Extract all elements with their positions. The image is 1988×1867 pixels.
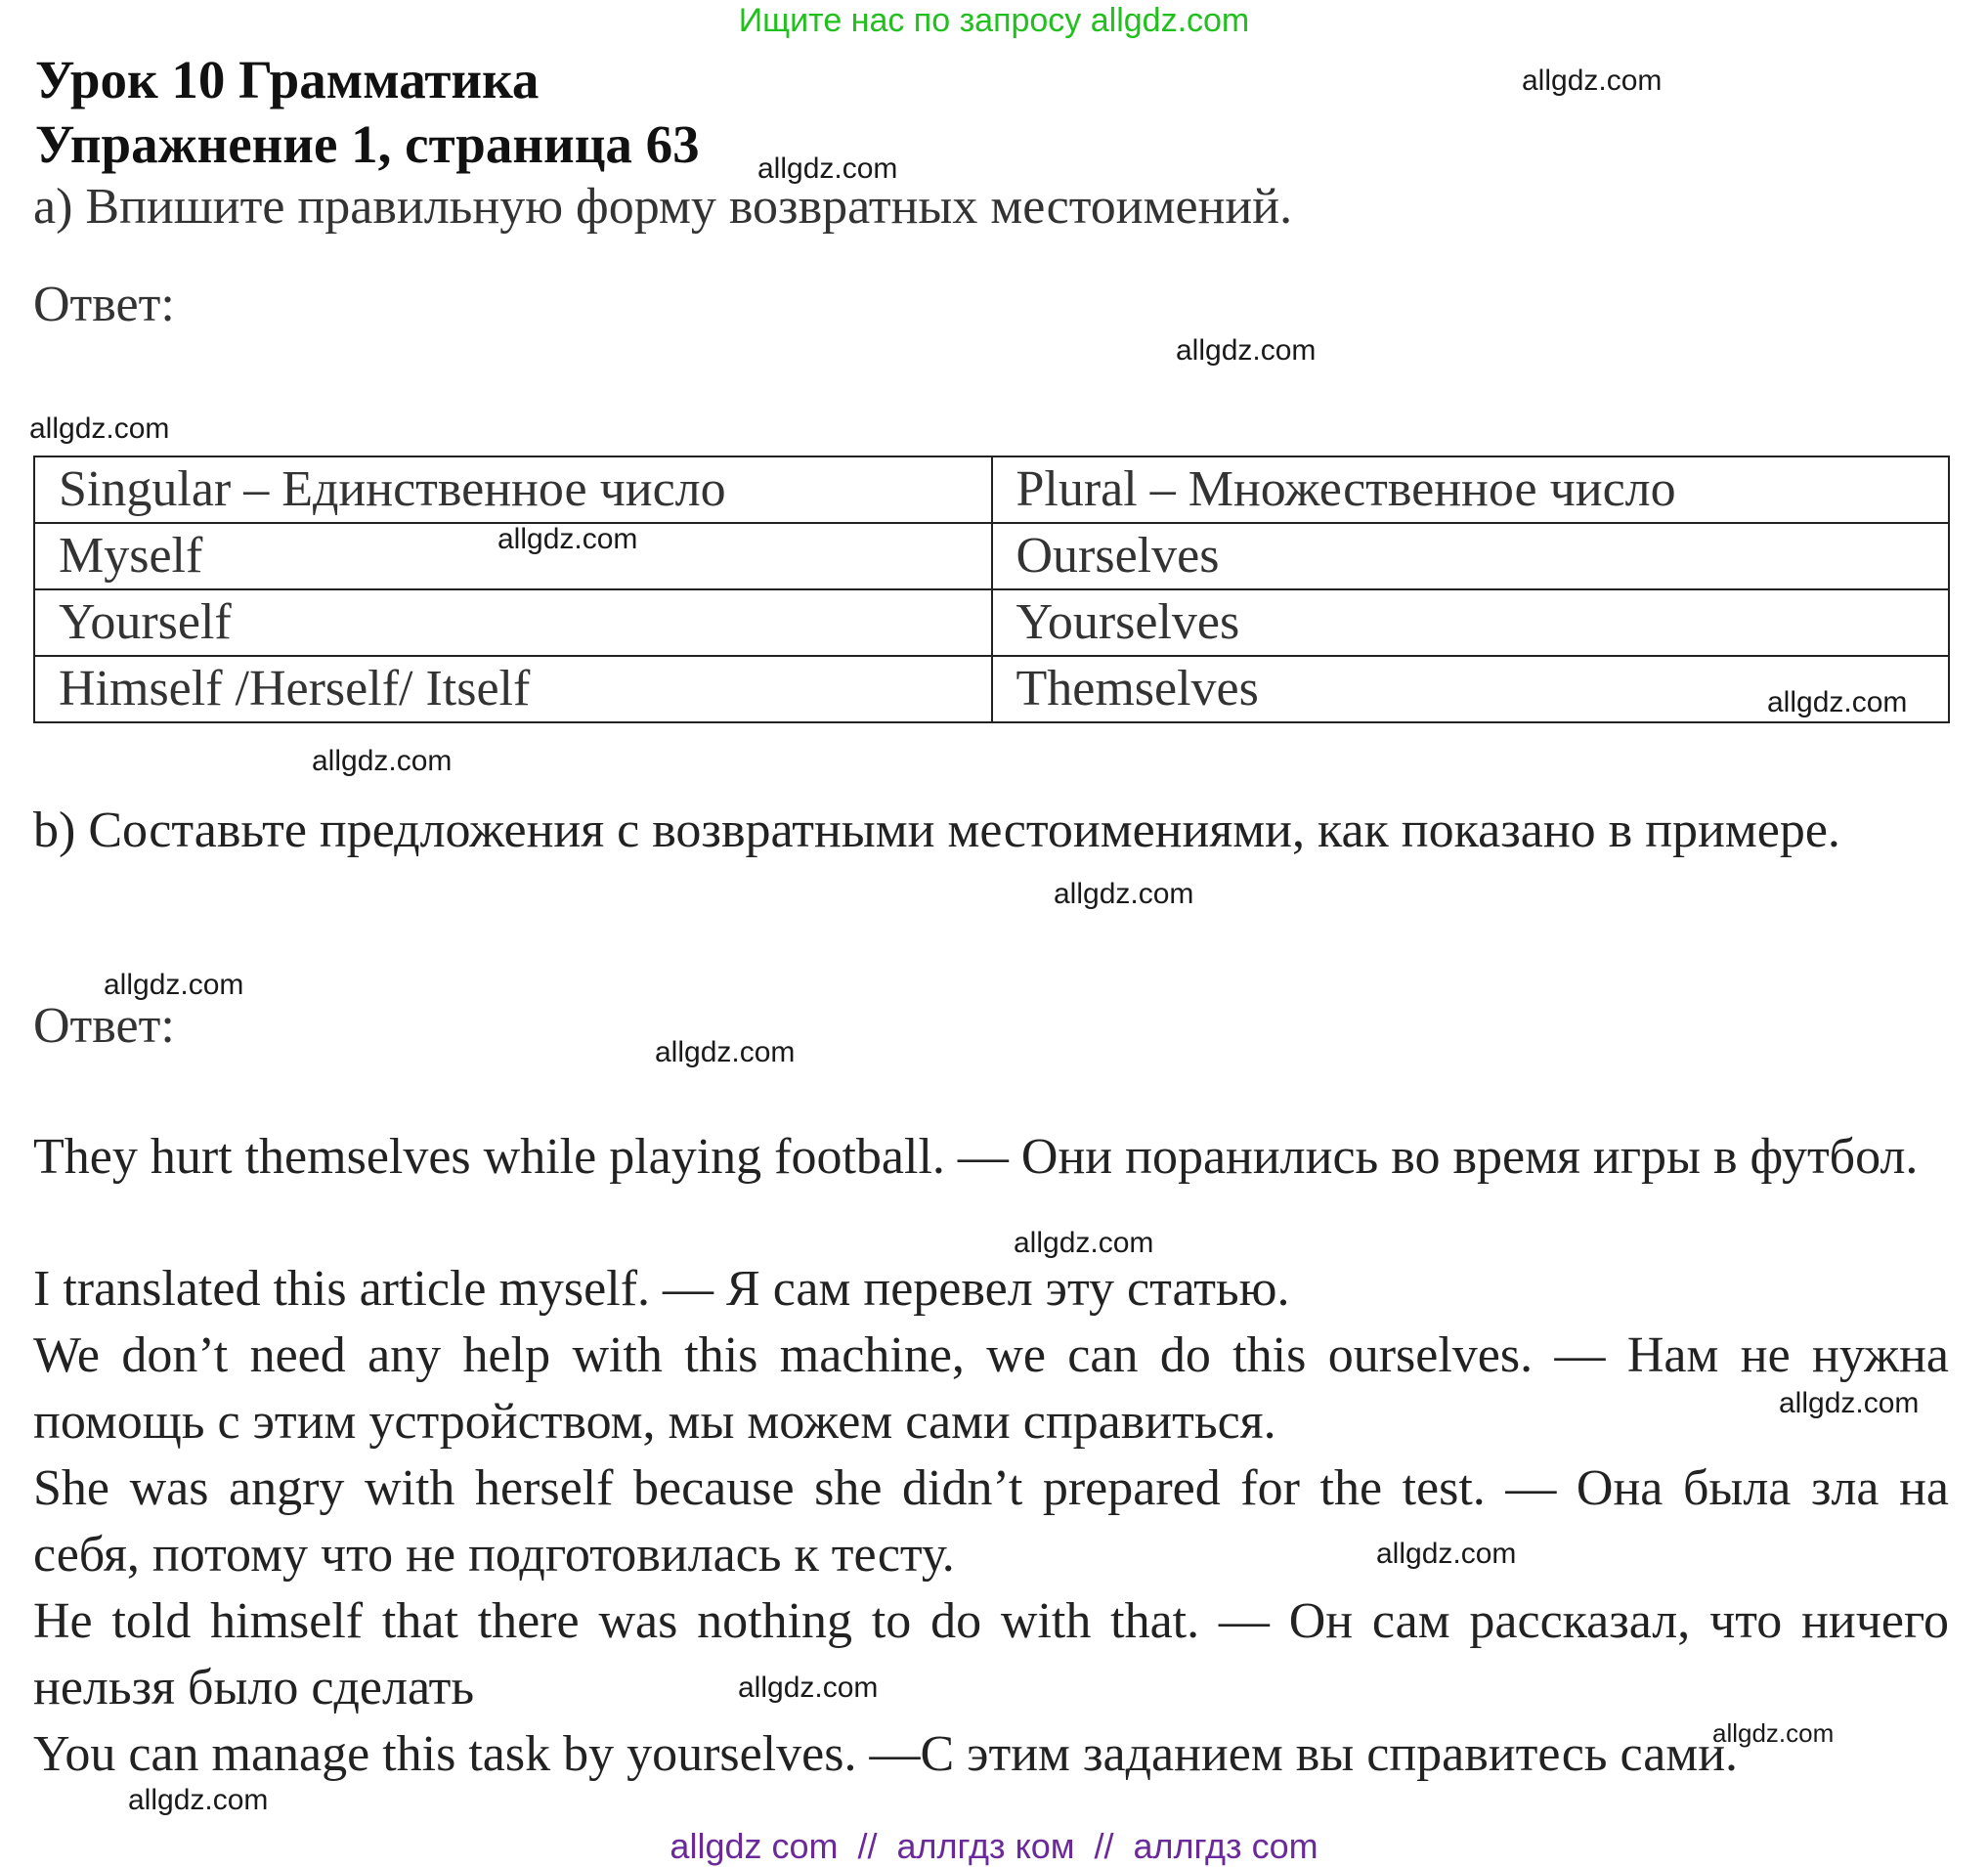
sentence-4: She was angry with herself because she didn’t prepared for the test. — Она была зла на себя, потому что не подготовилась к тесту. bbox=[33, 1460, 1949, 1583]
watermark: allgdz.com bbox=[497, 523, 638, 555]
answer-label-b: Ответ: bbox=[33, 998, 175, 1054]
table-cell: Ourselves bbox=[992, 523, 1950, 589]
watermark: allgdz.com bbox=[1054, 878, 1194, 910]
footer-links: allgdz com // аллгдз ком // аллгдз com bbox=[670, 1826, 1318, 1866]
watermark: allgdz.com bbox=[1767, 686, 1908, 718]
sentence-1: They hurt themselves while playing football. — Они поранились во время игры в футбол. bbox=[33, 1129, 1919, 1185]
task-a: a) Впишите правильную форму возвратных местоимений. bbox=[33, 179, 1293, 235]
watermark: allgdz.com bbox=[1014, 1227, 1154, 1259]
watermark: allgdz.com bbox=[104, 969, 244, 1001]
sentence-5: He told himself that there was nothing to do with that. — Он сам рассказал, что ничего нельзя было сделать bbox=[33, 1593, 1949, 1715]
watermark: allgdz.com bbox=[757, 152, 898, 185]
sentence-3: We don’t need any help with this machine, we can do this ourselves. — Нам не нужна помощь с этим устройством, мы можем сами справиться. bbox=[33, 1327, 1949, 1450]
watermark: allgdz.com bbox=[1779, 1387, 1920, 1419]
watermark: allgdz.com bbox=[738, 1672, 879, 1704]
lesson-title: Урок 10 Грамматика bbox=[35, 50, 540, 109]
table-cell: Themselves bbox=[992, 656, 1950, 722]
task-b: b) Составьте предложения с возвратными местоимениями, как показано в примере. bbox=[33, 803, 1840, 858]
top-banner: Ищите нас по запросу allgdz.com bbox=[738, 2, 1250, 39]
table-header-singular: Singular – Единственное число bbox=[34, 456, 992, 523]
table-cell: Yourselves bbox=[992, 589, 1950, 656]
sentence-2: I translated this article myself. — Я сам перевел эту статью. bbox=[33, 1261, 1290, 1317]
exercise-title: Упражнение 1, страница 63 bbox=[35, 114, 700, 174]
watermark: allgdz.com bbox=[655, 1036, 796, 1068]
watermark: allgdz.com bbox=[312, 745, 453, 777]
table-cell: Himself /Herself/ Itself bbox=[34, 656, 992, 722]
watermark: allgdz.com bbox=[1176, 334, 1317, 367]
table-header-row bbox=[34, 456, 1949, 523]
reflexive-pronouns-table bbox=[33, 456, 1950, 723]
sentence-6: You can manage this task by yourselves. —С этим заданием вы справитесь сами. bbox=[33, 1726, 1739, 1782]
table-row bbox=[34, 656, 1949, 722]
answer-label-a: Ответ: bbox=[33, 277, 175, 332]
table-row bbox=[34, 589, 1949, 656]
watermark: allgdz.com bbox=[29, 412, 170, 445]
table-header-plural: Plural – Множественное число bbox=[992, 456, 1950, 523]
table-row bbox=[34, 523, 1949, 589]
watermark: allgdz.com bbox=[1712, 1718, 1835, 1748]
watermark: allgdz.com bbox=[128, 1784, 269, 1816]
table-cell: Myself bbox=[34, 523, 992, 589]
watermark: allgdz.com bbox=[1376, 1538, 1517, 1570]
watermark: allgdz.com bbox=[1522, 65, 1663, 97]
table-cell: Yourself bbox=[34, 589, 992, 656]
